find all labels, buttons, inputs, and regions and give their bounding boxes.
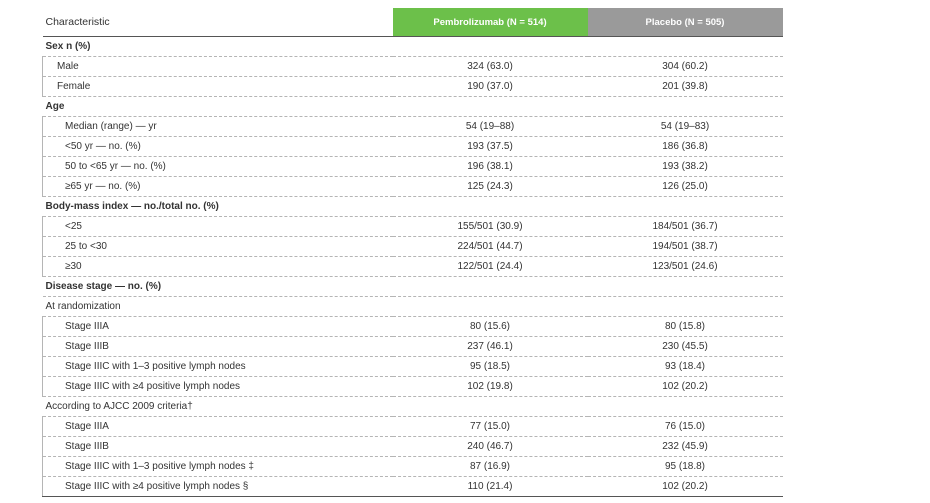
placebo-value: 54 (19–83) bbox=[588, 117, 783, 137]
baseline-characteristics-table-wrapper bbox=[42, 8, 782, 497]
row-label: Stage IIIA bbox=[43, 317, 393, 337]
characteristic-column-header: Characteristic bbox=[43, 8, 393, 37]
placebo-value: 80 (15.8) bbox=[588, 317, 783, 337]
placebo-value: 95 (18.8) bbox=[588, 457, 783, 477]
pembrolizumab-value bbox=[393, 277, 588, 297]
pembrolizumab-value bbox=[393, 297, 588, 317]
row-label: <25 bbox=[43, 217, 393, 237]
placebo-value: 304 (60.2) bbox=[588, 57, 783, 77]
pembrolizumab-value: 196 (38.1) bbox=[393, 157, 588, 177]
placebo-value bbox=[588, 97, 783, 117]
placebo-value bbox=[588, 397, 783, 417]
table-row bbox=[43, 57, 783, 77]
pembrolizumab-value: 190 (37.0) bbox=[393, 77, 588, 97]
table-row-subsection-at-randomization bbox=[43, 297, 783, 317]
pembrolizumab-value bbox=[393, 37, 588, 57]
row-label: According to AJCC 2009 criteria† bbox=[43, 397, 393, 417]
table-row bbox=[43, 177, 783, 197]
placebo-value: 76 (15.0) bbox=[588, 417, 783, 437]
row-label: ≥30 bbox=[43, 257, 393, 277]
table-row bbox=[43, 237, 783, 257]
pembrolizumab-value: 324 (63.0) bbox=[393, 57, 588, 77]
placebo-value bbox=[588, 297, 783, 317]
pembrolizumab-value: 87 (16.9) bbox=[393, 457, 588, 477]
pembrolizumab-value: 95 (18.5) bbox=[393, 357, 588, 377]
table-row bbox=[43, 357, 783, 377]
placebo-value: 126 (25.0) bbox=[588, 177, 783, 197]
row-label: Stage IIIA bbox=[43, 417, 393, 437]
table-row bbox=[43, 477, 783, 497]
row-label: Stage IIIC with ≥4 positive lymph nodes bbox=[43, 377, 393, 397]
pembrolizumab-value: 193 (37.5) bbox=[393, 137, 588, 157]
row-label: Stage IIIB bbox=[43, 437, 393, 457]
table-row bbox=[43, 377, 783, 397]
row-label: Stage IIIC with ≥4 positive lymph nodes § bbox=[43, 477, 393, 497]
table-header-row bbox=[43, 8, 783, 37]
pembrolizumab-value: 77 (15.0) bbox=[393, 417, 588, 437]
table-row bbox=[43, 337, 783, 357]
placebo-value bbox=[588, 197, 783, 217]
placebo-value: 102 (20.2) bbox=[588, 477, 783, 497]
table-row bbox=[43, 157, 783, 177]
pembrolizumab-value: 122/501 (24.4) bbox=[393, 257, 588, 277]
placebo-value: 232 (45.9) bbox=[588, 437, 783, 457]
pembrolizumab-value: 155/501 (30.9) bbox=[393, 217, 588, 237]
row-label: Stage IIIB bbox=[43, 337, 393, 357]
pembrolizumab-value: 102 (19.8) bbox=[393, 377, 588, 397]
table-row bbox=[43, 217, 783, 237]
placebo-value: 123/501 (24.6) bbox=[588, 257, 783, 277]
row-label: <50 yr — no. (%) bbox=[43, 137, 393, 157]
placebo-column-header: Placebo (N = 505) bbox=[588, 8, 783, 37]
pembrolizumab-value bbox=[393, 97, 588, 117]
table-row bbox=[43, 417, 783, 437]
placebo-value: 93 (18.4) bbox=[588, 357, 783, 377]
row-label: Age bbox=[43, 97, 393, 117]
table-row-section-disease-stage bbox=[43, 277, 783, 297]
placebo-value bbox=[588, 37, 783, 57]
table-row bbox=[43, 117, 783, 137]
row-label: Median (range) — yr bbox=[43, 117, 393, 137]
row-label: ≥65 yr — no. (%) bbox=[43, 177, 393, 197]
pembrolizumab-value: 224/501 (44.7) bbox=[393, 237, 588, 257]
row-label: Stage IIIC with 1–3 positive lymph nodes bbox=[43, 357, 393, 377]
placebo-value: 193 (38.2) bbox=[588, 157, 783, 177]
placebo-value bbox=[588, 277, 783, 297]
pembrolizumab-value: 240 (46.7) bbox=[393, 437, 588, 457]
row-label: Female bbox=[43, 77, 393, 97]
placebo-value: 184/501 (36.7) bbox=[588, 217, 783, 237]
placebo-value: 102 (20.2) bbox=[588, 377, 783, 397]
row-label: At randomization bbox=[43, 297, 393, 317]
row-label: 25 to <30 bbox=[43, 237, 393, 257]
table-row bbox=[43, 257, 783, 277]
row-label: Stage IIIC with 1–3 positive lymph nodes ‡ bbox=[43, 457, 393, 477]
table-row-section-sex bbox=[43, 37, 783, 57]
pembrolizumab-value bbox=[393, 397, 588, 417]
table-row bbox=[43, 317, 783, 337]
pembrolizumab-value: 80 (15.6) bbox=[393, 317, 588, 337]
pembrolizumab-value bbox=[393, 197, 588, 217]
pembrolizumab-value: 237 (46.1) bbox=[393, 337, 588, 357]
pembrolizumab-value: 110 (21.4) bbox=[393, 477, 588, 497]
pembrolizumab-value: 125 (24.3) bbox=[393, 177, 588, 197]
table-row bbox=[43, 137, 783, 157]
row-label: Male bbox=[43, 57, 393, 77]
pembrolizumab-value: 54 (19–88) bbox=[393, 117, 588, 137]
table-row-section-age bbox=[43, 97, 783, 117]
row-label: Sex n (%) bbox=[43, 37, 393, 57]
baseline-characteristics-table bbox=[42, 8, 783, 497]
placebo-value: 186 (36.8) bbox=[588, 137, 783, 157]
row-label: Body-mass index — no./total no. (%) bbox=[43, 197, 393, 217]
table-row-section-bmi bbox=[43, 197, 783, 217]
table-row bbox=[43, 77, 783, 97]
row-label: Disease stage — no. (%) bbox=[43, 277, 393, 297]
placebo-value: 201 (39.8) bbox=[588, 77, 783, 97]
table-row-subsection-ajcc-2009 bbox=[43, 397, 783, 417]
table-row bbox=[43, 457, 783, 477]
placebo-value: 194/501 (38.7) bbox=[588, 237, 783, 257]
table-row bbox=[43, 437, 783, 457]
pembrolizumab-column-header: Pembrolizumab (N = 514) bbox=[393, 8, 588, 37]
row-label: 50 to <65 yr — no. (%) bbox=[43, 157, 393, 177]
placebo-value: 230 (45.5) bbox=[588, 337, 783, 357]
